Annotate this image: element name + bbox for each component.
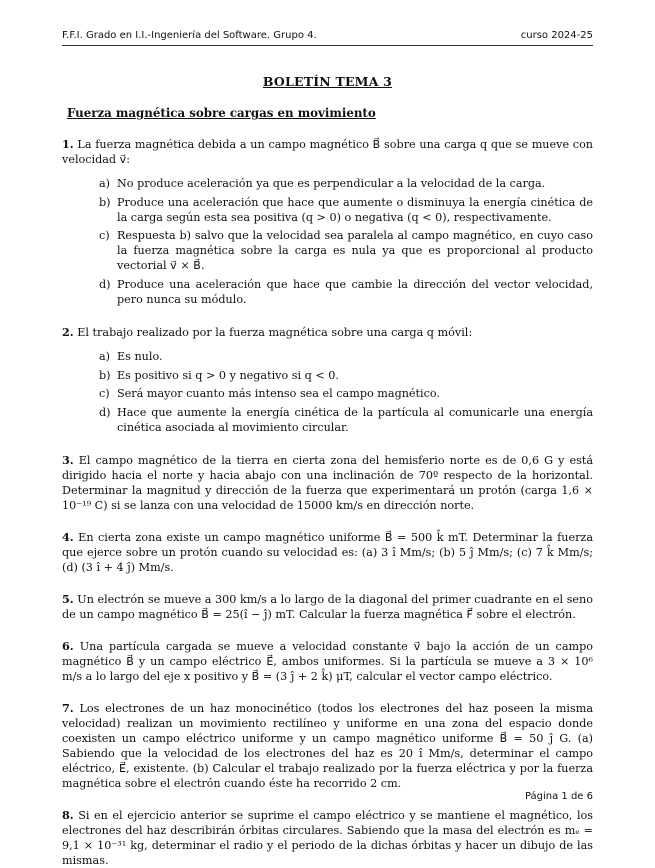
exercise-3	[62, 453, 593, 513]
exercise-text: El trabajo realizado por la fuerza magnética sobre una carga q móvil:	[77, 326, 473, 339]
exercise-text: El campo magnético de la tierra en cierta zona del hemisferio norte es de 0,6 G y está dirigido hacia el norte y hacia abajo con una inclinación de 70º respecto de la horizontal. Determinar la magnitud y dirección de la fuerza que experimentará un protón (carga 1,6 × 10⁻¹⁹ C) si se lanza con una velocidad de 15000 km/s en dirección norte.	[62, 454, 593, 512]
option-label: c)	[99, 387, 110, 400]
option-item	[99, 277, 593, 307]
option-label: a)	[99, 350, 111, 363]
option-text: Produce una aceleración que hace que aumente o disminuya la energía cinética de la carga según esta sea positiva (q > 0) o negativa (q < 0), respectivamente.	[117, 195, 593, 224]
exercise-number: 5.	[62, 592, 74, 606]
option-list	[62, 349, 593, 435]
exercise-text: Una partícula cargada se mueve a velocidad constante v⃗ bajo la acción de un campo magnético B⃗ y un campo eléctrico E⃗, ambos uniformes. Si la partícula se mueve a 3 × 10⁶ m/s a lo largo del eje x positivo y B⃗ = (3 ĵ + 2 k̂) μT, calcular el vector campo eléctrico.	[62, 640, 593, 683]
exercise-5	[62, 592, 593, 622]
exercise-8	[62, 808, 593, 868]
option-item	[99, 405, 593, 435]
exercise-number: 4.	[62, 530, 74, 544]
exercise-2	[62, 325, 593, 435]
option-text: Es positivo si q > 0 y negativo si q < 0.	[117, 368, 339, 382]
exercise-text: Un electrón se mueve a 300 km/s a lo largo de la diagonal del primer cuadrante en el seno de un campo magnético B⃗ = 25(î − ĵ) mT. Calcular la fuerza magnética F⃗ sobre el electrón.	[62, 593, 593, 621]
option-text: Será mayor cuanto más intenso sea el campo magnético.	[117, 387, 440, 400]
header-left: F.F.I. Grado en I.I.-Ingeniería del Software. Grupo 4.	[62, 30, 317, 41]
option-label: d)	[99, 277, 111, 291]
option-item	[99, 176, 593, 191]
option-text: Respuesta b) salvo que la velocidad sea paralela al campo magnético, en cuyo caso la fuerza magnética sobre la carga es nula ya que es proporcional al producto vectorial v⃗ × B⃗.	[117, 229, 593, 272]
option-label: b)	[99, 195, 111, 209]
option-label: b)	[99, 368, 111, 382]
option-item	[99, 195, 593, 225]
exercise-text: La fuerza magnética debida a un campo magnético B⃗ sobre una carga q que se mueve con velocidad v⃗:	[62, 138, 594, 166]
document-title: BOLETÍN TEMA 3	[262, 74, 393, 89]
exercise-number: 8.	[62, 808, 74, 822]
header-right: curso 2024-25	[520, 30, 593, 41]
exercise-6	[62, 639, 593, 684]
exercise-number: 6.	[62, 639, 74, 653]
exercise-text: Si en el ejercicio anterior se suprime el campo eléctrico y se mantiene el magnético, los electrones del haz describirán órbitas circulares. Sabiendo que la masa del electrón es mₑ = 9,1 × 10⁻³¹ kg, determinar el radio y el periodo de la dichas órbitas y hacer un dibujo de las mismas.	[62, 809, 593, 867]
page-number: Página 1 de 6	[524, 791, 593, 802]
exercise-list	[62, 137, 593, 868]
option-text: No produce aceleración ya que es perpendicular a la velocidad de la carga.	[117, 177, 546, 190]
exercise-number: 2.	[62, 325, 74, 339]
option-item	[99, 386, 593, 401]
option-item	[99, 228, 593, 273]
exercise-4	[62, 530, 593, 575]
exercise-1	[62, 137, 593, 307]
exercise-text: Los electrones de un haz monocinético (todos los electrones del haz poseen la misma velocidad) realizan un movimiento rectilíneo y uniforme en una zona del espacio donde coexisten un campo eléctrico uniforme y un campo magnético uniforme B⃗ = 50 ĵ G. (a) Sabiendo que la velocidad de los electrones del haz es 20 î Mm/s, determinar el campo eléctrico, E⃗, existente. (b) Calcular el trabajo realizado por la fuerza eléctrica y por la fuerza magnética sobre el electrón cuando éste ha recorrido 2 cm.	[62, 702, 593, 790]
exercise-number: 1.	[62, 137, 74, 151]
option-label: d)	[99, 405, 111, 419]
section-heading: Fuerza magnética sobre cargas en movimiento	[67, 106, 376, 120]
exercise-number: 3.	[62, 453, 74, 467]
option-item	[99, 349, 593, 364]
option-label: a)	[99, 177, 111, 190]
exercise-7	[62, 701, 593, 791]
option-text: Hace que aumente la energía cinética de la partícula al comunicarle una energía cinética asociada al movimiento circular.	[117, 405, 593, 434]
page-header	[62, 30, 593, 46]
exercise-text: En cierta zona existe un campo magnético uniforme B⃗ = 500 k̂ mT. Determinar la fuerza que ejerce sobre un protón cuando su velocidad es: (a) 3 î Mm/s; (b) 5 ĵ Mm/s; (c) 7 k̂ Mm/s; (d) (3 î + 4 ĵ) Mm/s.	[62, 531, 593, 574]
option-label: c)	[99, 229, 110, 242]
option-text: Es nulo.	[117, 350, 163, 363]
exercise-number: 7.	[62, 701, 74, 715]
option-item	[99, 368, 593, 383]
option-list	[62, 176, 593, 307]
option-text: Produce una aceleración que hace que cambie la dirección del vector velocidad, pero nunca su módulo.	[117, 277, 593, 306]
